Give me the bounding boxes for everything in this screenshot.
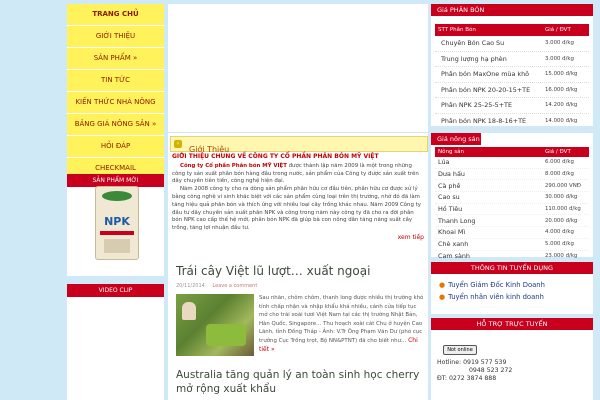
intro-text-block [172,153,424,243]
nav-item-products[interactable]: SẢN PHẨM » [67,48,164,70]
article-1-body: Sau nhãn, chôm chôm, thanh long được nhiều thị trường khó tính chấp nhận và nhập khẩu khá nhiều, cánh cửa tiếp tục mở cho trái xoài tươi Việt Nam tại các thị trường Nhật Bản, Hàn Quốc, Singapore… Thu hoạch xoài cát Chu ở huyện Cao Lãnh, tỉnh Đồng Tháp - Ảnh: V.Tr Ông Phạm Văn Dư (phó cục trưởng Cục Trồng trọt, Bộ NN&PTNT) đã cho biết như… [259,295,424,344]
produce-rows [431,157,593,262]
fertilizer-price-panel [431,4,593,126]
produce-price: 290.000 VNĐ [545,182,581,189]
article-1-image[interactable] [176,294,254,356]
fertilizer-price: 3.000 đ/kg [545,55,574,62]
produce-price: 30.000 đ/kg [545,194,578,201]
fertilizer-row [435,114,589,130]
produce-row [435,204,589,216]
produce-row [435,192,589,204]
jobs-list [431,274,593,302]
jobs-title: THÔNG TIN TUYỂN DỤNG [431,262,593,274]
video-title: VIDEO CLIP [67,284,164,297]
video-box [67,284,164,400]
produce-row [435,157,589,169]
fertilizer-price: 14.000 đ/kg [545,117,578,124]
fertilizer-table-header [435,24,589,36]
produce-name: Chè xanh [438,240,469,249]
chat-status-wrap [431,330,593,355]
brand-logo-icon [102,191,132,201]
job-item-label[interactable]: Tuyển Giám Đốc Kinh Doanh [448,281,545,289]
article-1-date: 20/11/2014 [176,283,205,289]
produce-row [435,239,589,251]
article-1 [176,264,426,289]
article-2 [176,368,426,396]
nav-item-home[interactable]: TRANG CHỦ [67,4,164,26]
fertilizer-name: Phân bón NPK 20-20-15+TE [441,85,531,94]
produce-price: 5.000 đ/kg [545,241,574,248]
npk-product-image[interactable] [95,186,139,260]
produce-table-header [435,147,589,157]
company-name: Công ty Cổ phần Phân bón MỸ VIỆT [180,162,287,169]
job-item-label[interactable]: Tuyển nhân viên kinh doanh [448,293,544,301]
produce-row [435,227,589,239]
intro-text-1: được thành lập năm 2009 là một trong những công ty sản xuất phân bón hàng đầu trong nước, sản phẩm của Công ty được sản xuất trên dây chuyền tiên tiến, công nghệ hiện đại. [172,162,419,185]
intro-section-bar [170,136,428,152]
fertilizer-price: 15.000 đ/kg [545,71,578,78]
produce-row [435,169,589,181]
fertilizer-name: Trung lượng hạ phèn [441,54,507,63]
nav-item-checkmail[interactable]: CHECKMAIL [67,158,164,180]
arrow-icon: › [174,140,182,148]
fertilizer-name: Chuyên Bón Cao Su [441,39,505,48]
fertilizer-col-unit: Giá / ĐVT [545,27,571,33]
fertilizer-row [435,36,589,52]
produce-name: Lúa [438,158,450,167]
produce-price: 8.000 đ/kg [545,171,574,178]
article-2-title[interactable]: Australia tăng quản lý an toàn sinh học cherry mở rộng xuất khẩu [176,369,420,395]
nav-item-about[interactable]: GIỚI THIỆU [67,26,164,48]
bullet-icon: ● [439,293,446,301]
mango-crate [206,324,246,346]
bullet-icon: ● [439,281,446,289]
intro-paragraph-1 [172,163,424,186]
produce-row [435,180,589,192]
person-figure [182,302,196,320]
nav-item-prices[interactable]: BẢNG GIÁ NÔNG SẢN » [67,114,164,136]
new-products-title: SẢN PHẨM MỚI [67,174,164,187]
support-panel [431,318,593,400]
fertilizer-rows [431,36,593,129]
produce-col-name: Nông sản [438,149,464,155]
support-title: HỖ TRỢ TRỰC TUYẾN [431,318,593,330]
produce-name: Thanh Long [438,216,476,225]
fertilizer-price: 3.000 đ/kg [545,40,574,47]
article-1-more-link[interactable]: Chi tiết » [259,336,418,353]
banner-area [168,4,428,132]
new-products-box [67,174,164,276]
produce-name: Cà phê [438,181,461,190]
produce-price: 110.000 đ/kg [545,206,581,213]
fertilizer-name: Phân bón NPK 18-8-16+TE [441,116,527,125]
nav-item-knowledge[interactable]: KIẾN THỨC NHÀ NÔNG [67,92,164,114]
bag-stripe [100,231,134,235]
produce-name: Cao su [438,193,460,202]
intro-text-2: Năm 2008 công ty cho ra dòng sản phẩm phân hữu cơ đầu tiên, phân hữu cơ được xử lý bằng công nghệ vi sinh khác biệt với các sản phẩm cùng loại trên thị trường, nhờ đó đã làm tăng hiệu quả phân bón và thích ứng với nhiều loại cây trồng khác nhau. Năm 2009 Công ty đầu tư dây chuyền sản xuất phân NPK và công trong năm này công ty đã cho ra đời phân bón NPK cao cấp thế hệ mới, phân bón NPK đã giúp bà con nông dân tăng năng suất cây trồng, tăng lợi nhuận đầu tư. [172,186,421,232]
bag-panel [104,239,130,253]
article-1-title[interactable]: Trái cây Việt lũ lượt… xuất ngoại [176,264,371,278]
produce-name: Dưa hấu [438,170,465,179]
job-item[interactable] [439,281,587,290]
fertilizer-row [435,98,589,114]
fertilizer-name: Phân NPK 25-25-5+TE [441,101,512,110]
fertilizer-row [435,67,589,83]
produce-name: Hồ Tiêu [438,205,463,214]
produce-row [435,215,589,227]
nav-item-news[interactable]: TIN TỨC [67,70,164,92]
jobs-panel [431,262,593,314]
produce-price-panel [431,133,593,260]
produce-name: Khoai Mì [438,228,466,237]
fertilizer-price: 16.000 đ/kg [545,86,578,93]
article-1-text [259,294,425,354]
produce-price: 20.000 đ/kg [545,217,578,224]
intro-section-title: Giới Thiệu [189,145,230,154]
produce-price: 23.000 đ/kg [545,252,578,259]
article-1-comment-link[interactable]: Leave a comment [212,283,258,289]
produce-price: 6.000 đ/kg [545,159,574,166]
produce-row [435,251,589,263]
produce-name: Cam sành [438,251,470,260]
intro-heading[interactable]: GIỚI THIỆU CHUNG VỀ CÔNG TY CỔ PHẦN PHÂN BÓN MỸ VIỆT [172,153,379,160]
fertilizer-row [435,52,589,68]
npk-label: NPK [104,215,130,228]
phone-2: 0948 523 272 [469,367,513,374]
fertilizer-price-title: Giá PHÂN BÓN [431,4,593,16]
produce-price: 4.000 đ/kg [545,229,574,236]
fertilizer-name: Phân bón MaxOne mùa khô [441,70,530,79]
chat-status-button[interactable]: Not online [443,345,477,355]
fertilizer-price: 14.200 đ/kg [545,102,578,109]
intro-more-link[interactable]: xem tiếp [397,233,424,241]
phone-3: ĐT: 0272 3874 888 [437,375,497,382]
job-item[interactable] [439,293,587,302]
support-phones [431,355,593,383]
produce-price-title: Giá nông sản [431,133,481,145]
hotline-text: Hotline: 0919 577 539 [437,359,507,366]
nav-item-faq[interactable]: HỎI ĐÁP [67,136,164,158]
fertilizer-col-name: STT Phân Bón [438,27,476,33]
article-1-meta [176,283,426,289]
produce-col-unit: Giá / ĐVT [545,149,571,155]
fertilizer-row [435,83,589,99]
